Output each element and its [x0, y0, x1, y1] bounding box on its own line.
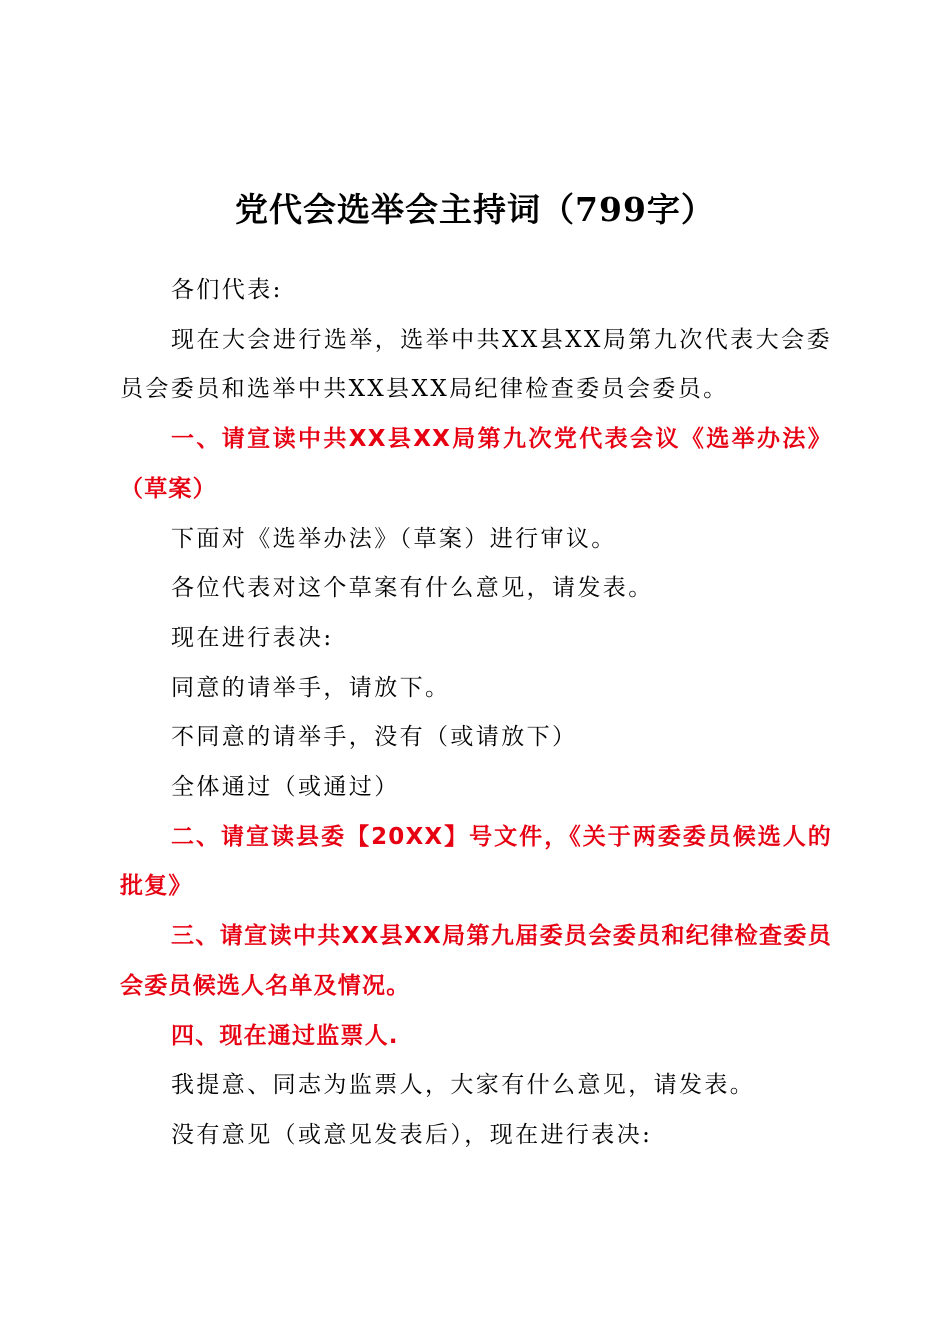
body-paragraph: 同意的请举手，请放下。	[171, 674, 451, 701]
body-paragraph: 全体通过（或通过）	[171, 774, 400, 801]
section-heading-1: 一、请宣读中共XX县XX局第九次党代表会议《选举办法》（草案）	[120, 426, 832, 502]
body-paragraph: 现在大会进行选举，选举中共XX县XX局第九次代表大会委员会委员和选举中共XX县XX局纪律检查委员会委员。	[120, 326, 832, 403]
section-heading-4: 四、现在通过监票人.	[171, 1022, 399, 1049]
salutation: 各们代表:	[171, 277, 283, 303]
document-title: 党代会选举会主持词（799字）	[235, 190, 715, 229]
section-heading-2: 二、请宣读县委【20XX】号文件，《关于两委委员候选人的批复》	[120, 823, 832, 900]
document-body	[120, 266, 832, 1161]
body-paragraph: 我提意、同志为监票人，大家有什么意见，请发表。	[171, 1072, 756, 1099]
body-paragraph: 不同意的请举手，没有（或请放下）	[171, 724, 578, 751]
body-paragraph: 没有意见（或意见发表后），现在进行表决:	[171, 1121, 653, 1148]
body-paragraph: 现在进行表决:	[171, 624, 334, 651]
body-paragraph: 下面对《选举办法》（草案）进行审议。	[171, 525, 617, 552]
body-paragraph: 各位代表对这个草案有什么意见，请发表。	[171, 575, 654, 602]
section-heading-3: 三、请宣读中共XX县XX局第九届委员会委员和纪律检查委员会委员候选人名单及情况。	[120, 923, 832, 999]
